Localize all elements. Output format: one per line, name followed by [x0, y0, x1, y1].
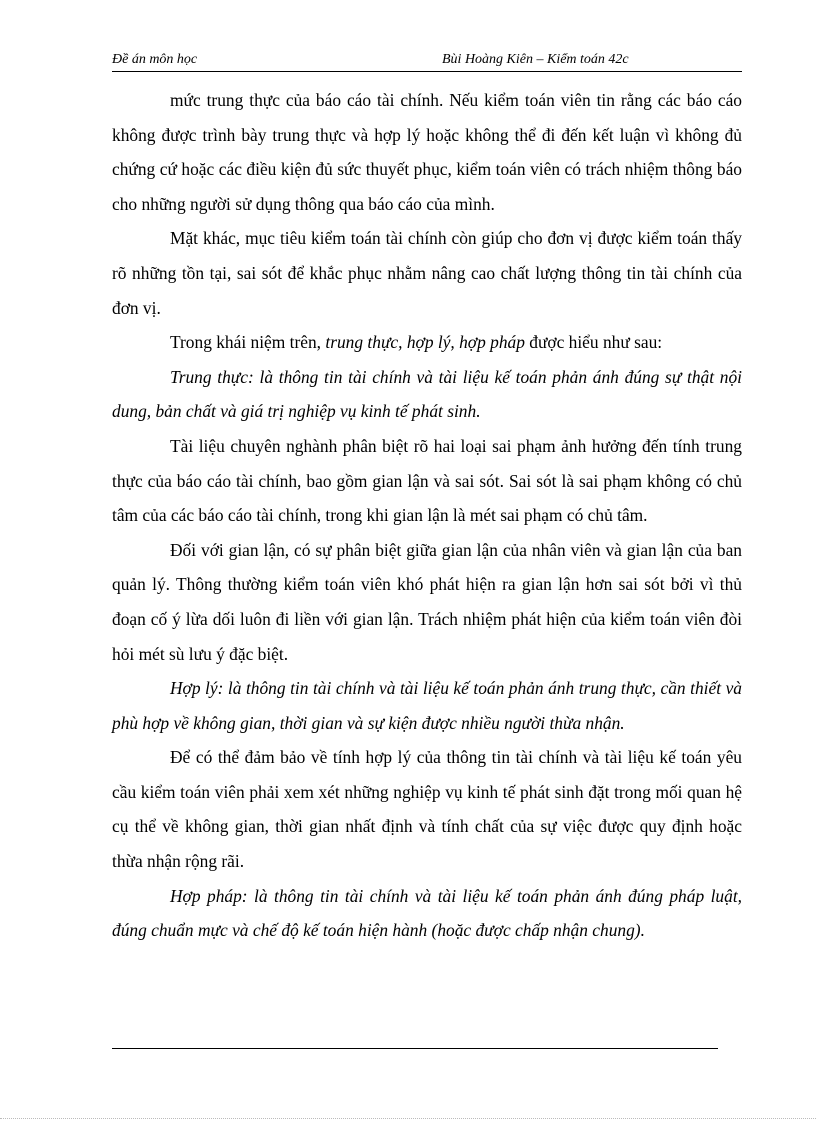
header-author: Bùi Hoàng Kiên – Kiểm toán 42c — [442, 52, 629, 67]
paragraph-reasonableness: Để có thể đảm bảo về tính hợp lý của thông tin tài chính và tài liệu kế toán yêu cầu kiểm toán viên phải xem xét những nghiệp vụ kinh tế phát sinh đặt trong mối quan hệ cụ thể về không gian, thời gian nhất định và tính chất của sự việc được quy định hoặc thừa nhận rộng rãi. — [112, 747, 742, 872]
definitions-intro-prefix: Trong khái niệm trên, — [170, 332, 326, 353]
definition-hop-ly: Hợp lý: là thông tin tài chính và tài liệu kế toán phản ánh trung thực, cần thiết và phù hợp về không gian, thời gian và sự kiện được nhiều người thừa nhận. — [112, 678, 742, 733]
header-course-title: Đề án môn học — [112, 52, 198, 67]
definitions-intro-suffix: được hiểu như sau: — [524, 332, 663, 353]
page-bottom-edge — [0, 1118, 816, 1119]
definitions-terms: trung thực, hợp lý, hợp pháp — [325, 332, 525, 353]
paragraph-definitions-intro — [112, 325, 742, 360]
definition-trung-thuc: Trung thực: là thông tin tài chính và tài liệu kế toán phản ánh đúng sự thật nội dung, bản chất và giá trị nghiệp vụ kinh tế phát sinh. — [112, 366, 742, 422]
page-header — [112, 51, 742, 72]
paragraph-misstatement-types: Tài liệu chuyên nghành phân biệt rõ hai loại sai phạm ảnh hưởng đến tính trung thực của báo cáo tài chính, bao gồm gian lận và sai sót. Sai sót là sai phạm không có chủ tâm của các báo cáo tài chính, trong khi gian lận là mét sai phạm có chủ tâm. — [112, 435, 742, 526]
definition-hop-phap: Hợp pháp: là thông tin tài chính và tài liệu kế toán phản ánh đúng pháp luật, đúng chuẩn mực và chế độ kế toán hiện hành (hoặc được chấp nhận chung). — [112, 885, 742, 941]
footer-rule — [112, 1048, 718, 1049]
document-body — [112, 83, 742, 948]
paragraph-continuation: mức trung thực của báo cáo tài chính. Nếu kiểm toán viên tin rằng các báo cáo không được trình bày trung thực và hợp lý hoặc không thể đi đến kết luận vì không đủ chứng cứ hoặc các điều kiện đủ sức thuyết phục, kiểm toán viên có trách nhiệm thông báo cho những người sử dụng thông qua báo cáo của mình. — [112, 90, 742, 214]
paragraph-objectives: Mặt khác, mục tiêu kiểm toán tài chính còn giúp cho đơn vị được kiểm toán thấy rõ những tồn tại, sai sót để khắc phục nhằm nâng cao chất lượng thông tin tài chính của đơn vị. — [112, 228, 742, 318]
paragraph-fraud: Đối với gian lận, có sự phân biệt giữa gian lận của nhân viên và gian lận của ban quản lý. Thông thường kiểm toán viên khó phát hiện ra gian lận hơn sai sót bởi vì thủ đoạn cố ý lừa dối luôn đi liền với gian lận. Trách nhiệm phát hiện của kiểm toán viên đòi hỏi mét sù lưu ý đặc biệt. — [112, 539, 742, 664]
